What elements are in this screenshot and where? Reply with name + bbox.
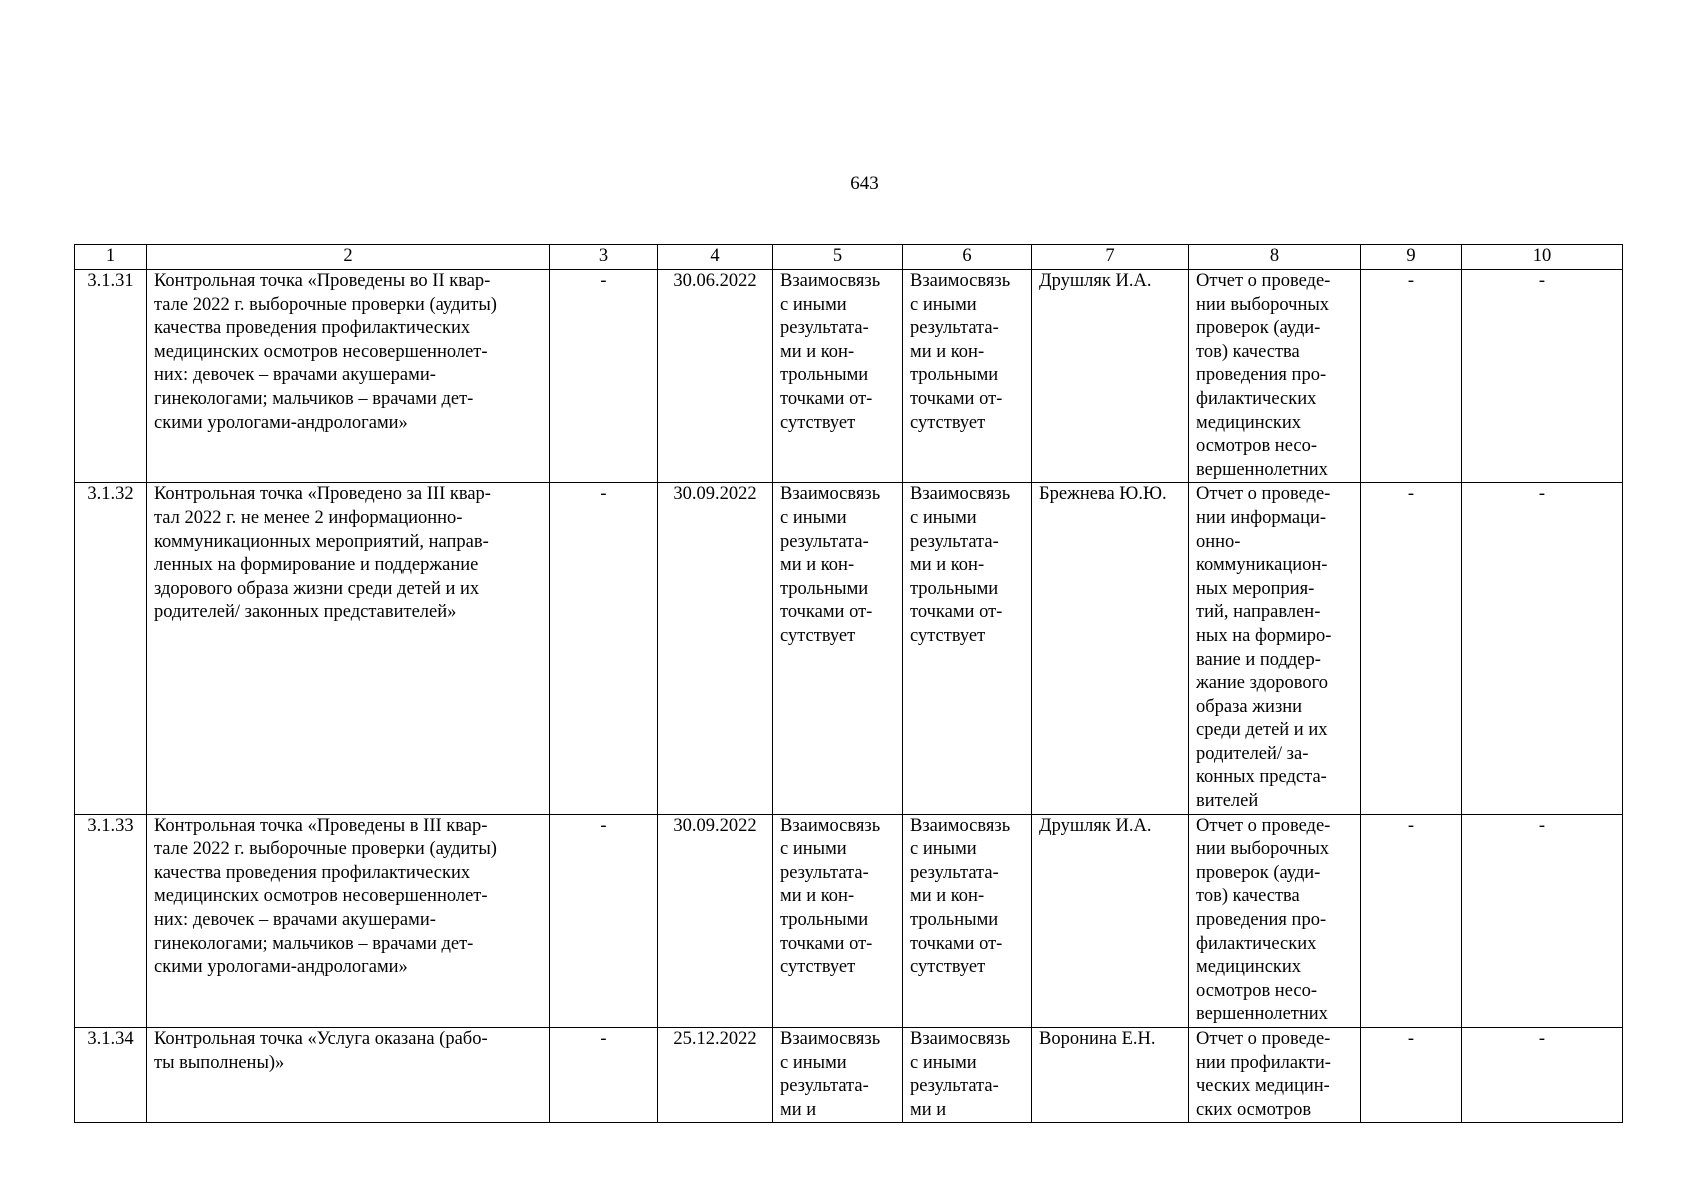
control-point-description-line: здорового образа жизни среди детей и их xyxy=(154,578,480,599)
relationship-note xyxy=(773,1028,903,1123)
control-point-description-line: Контрольная точка «Проведены в III квар- xyxy=(154,815,488,836)
relationship-note-line: результата- xyxy=(780,531,869,552)
relationship-note-2 xyxy=(903,483,1032,814)
column-header-10: 10 xyxy=(1462,245,1623,270)
column-9-value: - xyxy=(1361,814,1462,1027)
relationship-note-2-line: результата- xyxy=(910,862,999,883)
row-number: 3.1.32 xyxy=(75,483,147,814)
control-point-description-line: Контрольная точка «Услуга оказана (рабо- xyxy=(154,1029,488,1049)
responsible-person: Друшляк И.А. xyxy=(1032,270,1189,483)
control-point-description-line: родителей/ законных представителей» xyxy=(154,602,457,623)
column-header-3: 3 xyxy=(550,245,658,270)
column-header-4: 4 xyxy=(658,245,773,270)
control-point-description xyxy=(147,270,550,483)
report-document-line: образа жизни xyxy=(1196,696,1303,717)
report-document-line: тий, направлен- xyxy=(1196,602,1321,623)
control-point-description-line: тале 2022 г. выборочные проверки (аудиты) xyxy=(154,839,497,860)
relationship-note-2-line: трольными xyxy=(910,910,999,931)
report-document-line: вание и поддер- xyxy=(1196,649,1321,670)
report-document-line: вителей xyxy=(1196,791,1259,812)
table-row xyxy=(75,483,1623,814)
control-point-description xyxy=(147,814,550,1027)
relationship-note-line: ми и кон- xyxy=(780,555,855,576)
report-document-line: осмотров несо- xyxy=(1196,980,1317,1001)
report-document-line: вершеннолетних xyxy=(1196,459,1328,480)
relationship-note-2-line: результата- xyxy=(910,318,999,339)
control-point-description xyxy=(147,483,550,814)
control-point-description-line: ленных на формирование и поддержание xyxy=(154,555,479,576)
report-document-line: проведения про- xyxy=(1196,910,1327,931)
relationship-note-line: результата- xyxy=(780,1076,869,1097)
report-document-line: осмотров несо- xyxy=(1196,436,1317,457)
report-document-line: тов) качества xyxy=(1196,886,1300,907)
column-header-2: 2 xyxy=(147,245,550,270)
relationship-note-2-line: с иными xyxy=(910,294,977,315)
relationship-note-line: сутствует xyxy=(780,957,856,978)
relationship-note-2-line: Взаимосвязь xyxy=(910,271,1011,291)
report-document-line: среди детей и их xyxy=(1196,720,1328,741)
relationship-note-2-line: с иными xyxy=(910,839,977,860)
column-header-5: 5 xyxy=(773,245,903,270)
control-point-description-line: скими урологами-андрологами» xyxy=(154,412,408,433)
relationship-note-2-line: результата- xyxy=(910,1076,999,1097)
report-document-line: Отчет о проведе- xyxy=(1196,271,1331,291)
table-row xyxy=(75,270,1623,483)
row-number: 3.1.34 xyxy=(75,1028,147,1123)
relationship-note-2-line: ми и кон- xyxy=(910,555,985,576)
row-number: 3.1.31 xyxy=(75,270,147,483)
report-document xyxy=(1189,483,1361,814)
relationship-note-2-line: с иными xyxy=(910,507,977,528)
column-header-9: 9 xyxy=(1361,245,1462,270)
relationship-note-2-line: трольными xyxy=(910,578,999,599)
relationship-note-line: ми и xyxy=(780,1099,817,1120)
report-document-line: родителей/ за- xyxy=(1196,743,1309,764)
report-document xyxy=(1189,270,1361,483)
report-document-line: Отчет о проведе- xyxy=(1196,484,1331,505)
report-document-line: проведения про- xyxy=(1196,365,1327,386)
control-point-description-line: тал 2022 г. не менее 2 информационно- xyxy=(154,507,463,528)
report-document-line: ческих медицин- xyxy=(1196,1076,1330,1097)
control-point-description xyxy=(147,1028,550,1123)
report-document-line: ских осмотров xyxy=(1196,1099,1312,1120)
control-point-description-line: коммуникационных мероприятий, направ- xyxy=(154,531,489,552)
relationship-note-2-line: Взаимосвязь xyxy=(910,484,1011,505)
plan-table xyxy=(74,244,1623,1123)
responsible-person: Воронина Е.Н. xyxy=(1032,1028,1189,1123)
relationship-note-2-line: ми и кон- xyxy=(910,341,985,362)
column-10-value: - xyxy=(1462,814,1623,1027)
due-date: 30.09.2022 xyxy=(658,814,773,1027)
control-point-description-line: Контрольная точка «Проведено за III квар- xyxy=(154,484,491,505)
relationship-note-2-line: сутствует xyxy=(910,625,986,646)
relationship-note-line: ми и кон- xyxy=(780,341,855,362)
report-document-line: нии информаци- xyxy=(1196,507,1327,528)
relationship-note-line: Взаимосвязь xyxy=(780,484,881,505)
due-date: 25.12.2022 xyxy=(658,1028,773,1123)
report-document-line: нии выборочных xyxy=(1196,839,1330,860)
relationship-note-2-line: ми и xyxy=(910,1099,947,1120)
relationship-note-line: трольными xyxy=(780,910,869,931)
column-10-value: - xyxy=(1462,270,1623,483)
control-point-description-line: ты выполнены)» xyxy=(154,1052,285,1073)
column-header-6: 6 xyxy=(903,245,1032,270)
control-point-description-line: гинекологами; мальчиков – врачами дет- xyxy=(154,388,474,409)
relationship-note-2-line: сутствует xyxy=(910,957,986,978)
due-date: 30.09.2022 xyxy=(658,483,773,814)
relationship-note-2-line: точками от- xyxy=(910,388,1003,409)
report-document-line: жание здорового xyxy=(1196,673,1329,694)
control-point-description-line: качества проведения профилактических xyxy=(154,862,471,883)
relationship-note-line: точками от- xyxy=(780,933,873,954)
relationship-note-line: Взаимосвязь xyxy=(780,1029,881,1049)
column-9-value: - xyxy=(1361,270,1462,483)
report-document-line: конных предста- xyxy=(1196,767,1327,788)
report-document-line: нии выборочных xyxy=(1196,294,1330,315)
table-row xyxy=(75,1028,1623,1123)
column-header-1: 1 xyxy=(75,245,147,270)
relationship-note-line: сутствует xyxy=(780,412,856,433)
relationship-note-2 xyxy=(903,814,1032,1027)
relationship-note-2-line: сутствует xyxy=(910,412,986,433)
relationship-note-line: Взаимосвязь xyxy=(780,815,881,836)
report-document-line: Отчет о проведе- xyxy=(1196,815,1331,836)
report-document-line: коммуникацион- xyxy=(1196,555,1328,576)
column-3-value: - xyxy=(550,814,658,1027)
relationship-note-line: трольными xyxy=(780,578,869,599)
relationship-note-line: ми и кон- xyxy=(780,886,855,907)
relationship-note-2-line: результата- xyxy=(910,531,999,552)
relationship-note-line: с иными xyxy=(780,294,847,315)
relationship-note-line: результата- xyxy=(780,318,869,339)
relationship-note-line: трольными xyxy=(780,365,869,386)
responsible-person: Друшляк И.А. xyxy=(1032,814,1189,1027)
relationship-note-line: с иными xyxy=(780,507,847,528)
relationship-note-2 xyxy=(903,1028,1032,1123)
due-date: 30.06.2022 xyxy=(658,270,773,483)
relationship-note xyxy=(773,814,903,1027)
relationship-note xyxy=(773,483,903,814)
control-point-description-line: них: девочек – врачами акушерами- xyxy=(154,365,436,386)
relationship-note-2-line: ми и кон- xyxy=(910,886,985,907)
column-10-value: - xyxy=(1462,483,1623,814)
column-header-7: 7 xyxy=(1032,245,1189,270)
control-point-description-line: гинекологами; мальчиков – врачами дет- xyxy=(154,933,474,954)
report-document-line: проверок (ауди- xyxy=(1196,318,1321,339)
report-document-line: онно- xyxy=(1196,531,1241,552)
table-row xyxy=(75,814,1623,1027)
relationship-note-line: сутствует xyxy=(780,625,856,646)
relationship-note-2-line: трольными xyxy=(910,365,999,386)
relationship-note-2-line: точками от- xyxy=(910,602,1003,623)
column-3-value: - xyxy=(550,270,658,483)
control-point-description-line: них: девочек – врачами акушерами- xyxy=(154,910,436,931)
row-number: 3.1.33 xyxy=(75,814,147,1027)
page-number: 643 xyxy=(850,173,879,194)
report-document xyxy=(1189,814,1361,1027)
report-document-line: медицинских xyxy=(1196,412,1302,433)
column-10-value: - xyxy=(1462,1028,1623,1123)
control-point-description-line: тале 2022 г. выборочные проверки (аудиты) xyxy=(154,294,497,315)
relationship-note-2-line: Взаимосвязь xyxy=(910,815,1011,836)
report-document-line: Отчет о проведе- xyxy=(1196,1029,1331,1049)
control-point-description-line: медицинских осмотров несовершеннолет- xyxy=(154,341,488,362)
report-document xyxy=(1189,1028,1361,1123)
column-9-value: - xyxy=(1361,483,1462,814)
control-point-description-line: Контрольная точка «Проведены во II квар- xyxy=(154,271,491,291)
report-document-line: нии профилакти- xyxy=(1196,1052,1331,1073)
report-document-line: медицинских xyxy=(1196,957,1302,978)
relationship-note-line: точками от- xyxy=(780,388,873,409)
responsible-person: Брежнева Ю.Ю. xyxy=(1032,483,1189,814)
report-document-line: тов) качества xyxy=(1196,341,1300,362)
control-point-description-line: скими урологами-андрологами» xyxy=(154,957,408,978)
relationship-note-line: результата- xyxy=(780,862,869,883)
report-document-line: филактических xyxy=(1196,933,1317,954)
relationship-note-line: с иными xyxy=(780,839,847,860)
column-3-value: - xyxy=(550,1028,658,1123)
control-point-description-line: медицинских осмотров несовершеннолет- xyxy=(154,886,488,907)
relationship-note-2-line: с иными xyxy=(910,1052,977,1073)
relationship-note-2-line: Взаимосвязь xyxy=(910,1029,1011,1049)
relationship-note-line: точками от- xyxy=(780,602,873,623)
report-document-line: проверок (ауди- xyxy=(1196,862,1321,883)
relationship-note-line: с иными xyxy=(780,1052,847,1073)
report-document-line: вершеннолетних xyxy=(1196,1004,1328,1025)
relationship-note-line: Взаимосвязь xyxy=(780,271,881,291)
table-body xyxy=(75,270,1623,1123)
report-document-line: ных на формиро- xyxy=(1196,625,1332,646)
control-point-description-line: качества проведения профилактических xyxy=(154,318,471,339)
report-document-line: филактических xyxy=(1196,388,1317,409)
relationship-note-2-line: точками от- xyxy=(910,933,1003,954)
column-header-8: 8 xyxy=(1189,245,1361,270)
header-row xyxy=(75,245,1623,270)
report-document-line: ных мероприя- xyxy=(1196,578,1315,599)
relationship-note xyxy=(773,270,903,483)
relationship-note-2 xyxy=(903,270,1032,483)
column-3-value: - xyxy=(550,483,658,814)
column-9-value: - xyxy=(1361,1028,1462,1123)
